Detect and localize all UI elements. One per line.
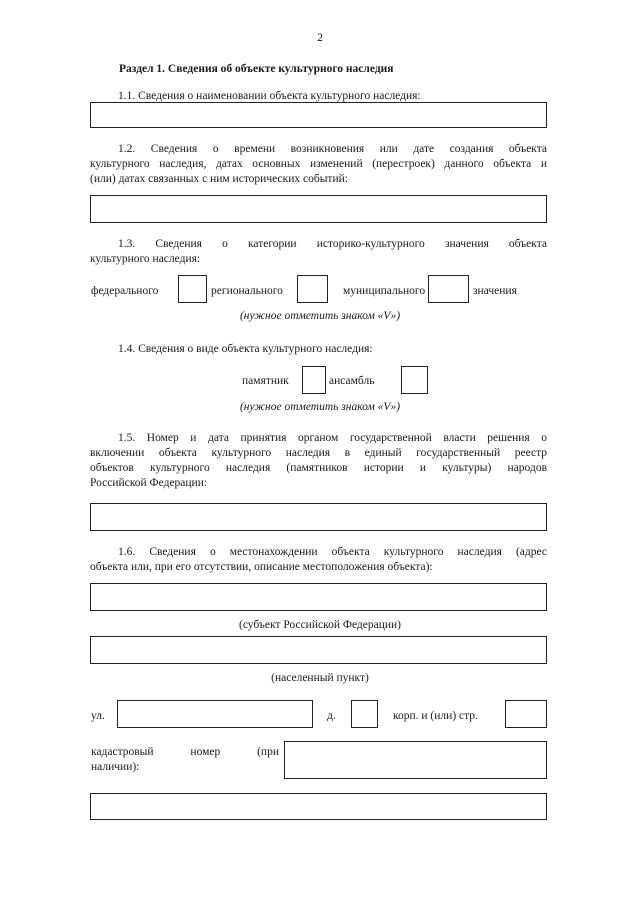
opt-municipal-label: муниципального bbox=[343, 285, 426, 297]
s1-5-line2: включении объекта культурного наследия в единый государственный реестр bbox=[90, 447, 547, 459]
locality-caption: (населенный пункт) bbox=[271, 672, 369, 684]
cadastral-field[interactable] bbox=[284, 741, 547, 779]
house-label: д. bbox=[327, 710, 336, 722]
cadastral-line2: наличии): bbox=[91, 761, 140, 773]
extra-field[interactable] bbox=[90, 793, 547, 820]
s1-1-name-field[interactable] bbox=[90, 102, 547, 128]
subject-caption: (субъект Российской Федерации) bbox=[238, 619, 402, 631]
regional-checkbox[interactable] bbox=[297, 275, 328, 303]
house-field[interactable] bbox=[351, 700, 378, 728]
s1-3-paragraph bbox=[90, 237, 547, 267]
s1-3-hint: (нужное отметить знаком «V») bbox=[239, 310, 401, 322]
s1-6-paragraph bbox=[90, 545, 547, 575]
s1-3-line1: 1.3. Сведения о категории историко-культурного значения объекта bbox=[118, 238, 547, 250]
municipal-checkbox[interactable] bbox=[428, 275, 469, 303]
s1-4-label: 1.4. Сведения о виде объекта культурного наследия: bbox=[118, 343, 373, 355]
street-label: ул. bbox=[91, 710, 105, 722]
s1-5-paragraph bbox=[90, 431, 547, 491]
building-field[interactable] bbox=[505, 700, 547, 728]
s1-2-line3: (или) датах связанных с ним исторических событий: bbox=[90, 173, 348, 185]
locality-field[interactable] bbox=[90, 636, 547, 664]
s1-2-line1: 1.2. Сведения о времени возникновения или дате создания объекта bbox=[118, 143, 547, 155]
building-label: корп. и (или) стр. bbox=[393, 710, 478, 722]
s1-4-hint: (нужное отметить знаком «V») bbox=[239, 401, 401, 413]
s1-3-line2: культурного наследия: bbox=[90, 253, 201, 265]
s1-2-dates-field[interactable] bbox=[90, 195, 547, 223]
opt-federal-label: федерального bbox=[91, 285, 159, 297]
s1-5-decision-field[interactable] bbox=[90, 503, 547, 531]
s1-6-line2: объекта или, при его отсутствии, описание местоположения объекта): bbox=[90, 561, 433, 573]
page-number: 2 bbox=[317, 32, 323, 44]
s1-5-line3: объектов культурного наследия (памятников истории и культуры) народов bbox=[90, 462, 547, 474]
significance-suffix: значения bbox=[473, 285, 517, 297]
s1-2-paragraph bbox=[90, 142, 547, 187]
cadastral-line1: кадастровый номер (при bbox=[91, 746, 279, 758]
federal-checkbox[interactable] bbox=[178, 275, 207, 303]
s1-2-line2: культурного наследия, датах основных изменений (перестроек) данного объекта и bbox=[90, 158, 547, 170]
s1-1-label: 1.1. Сведения о наименовании объекта культурного наследия: bbox=[118, 90, 421, 102]
subject-field[interactable] bbox=[90, 583, 547, 611]
s1-6-line1: 1.6. Сведения о местонахождении объекта культурного наследия (адрес bbox=[118, 546, 547, 558]
opt-monument-label: памятник bbox=[242, 375, 289, 387]
section-title: Раздел 1. Сведения об объекте культурного наследия bbox=[119, 63, 394, 75]
street-field[interactable] bbox=[117, 700, 313, 728]
opt-regional-label: регионального bbox=[211, 285, 283, 297]
s1-5-line4: Российской Федерации: bbox=[90, 477, 208, 489]
monument-checkbox[interactable] bbox=[302, 366, 326, 394]
s1-5-line1: 1.5. Номер и дата принятия органом государственной власти решения о bbox=[118, 432, 547, 444]
cadastral-label bbox=[91, 745, 279, 775]
opt-ensemble-label: ансамбль bbox=[329, 375, 375, 387]
ensemble-checkbox[interactable] bbox=[401, 366, 428, 394]
